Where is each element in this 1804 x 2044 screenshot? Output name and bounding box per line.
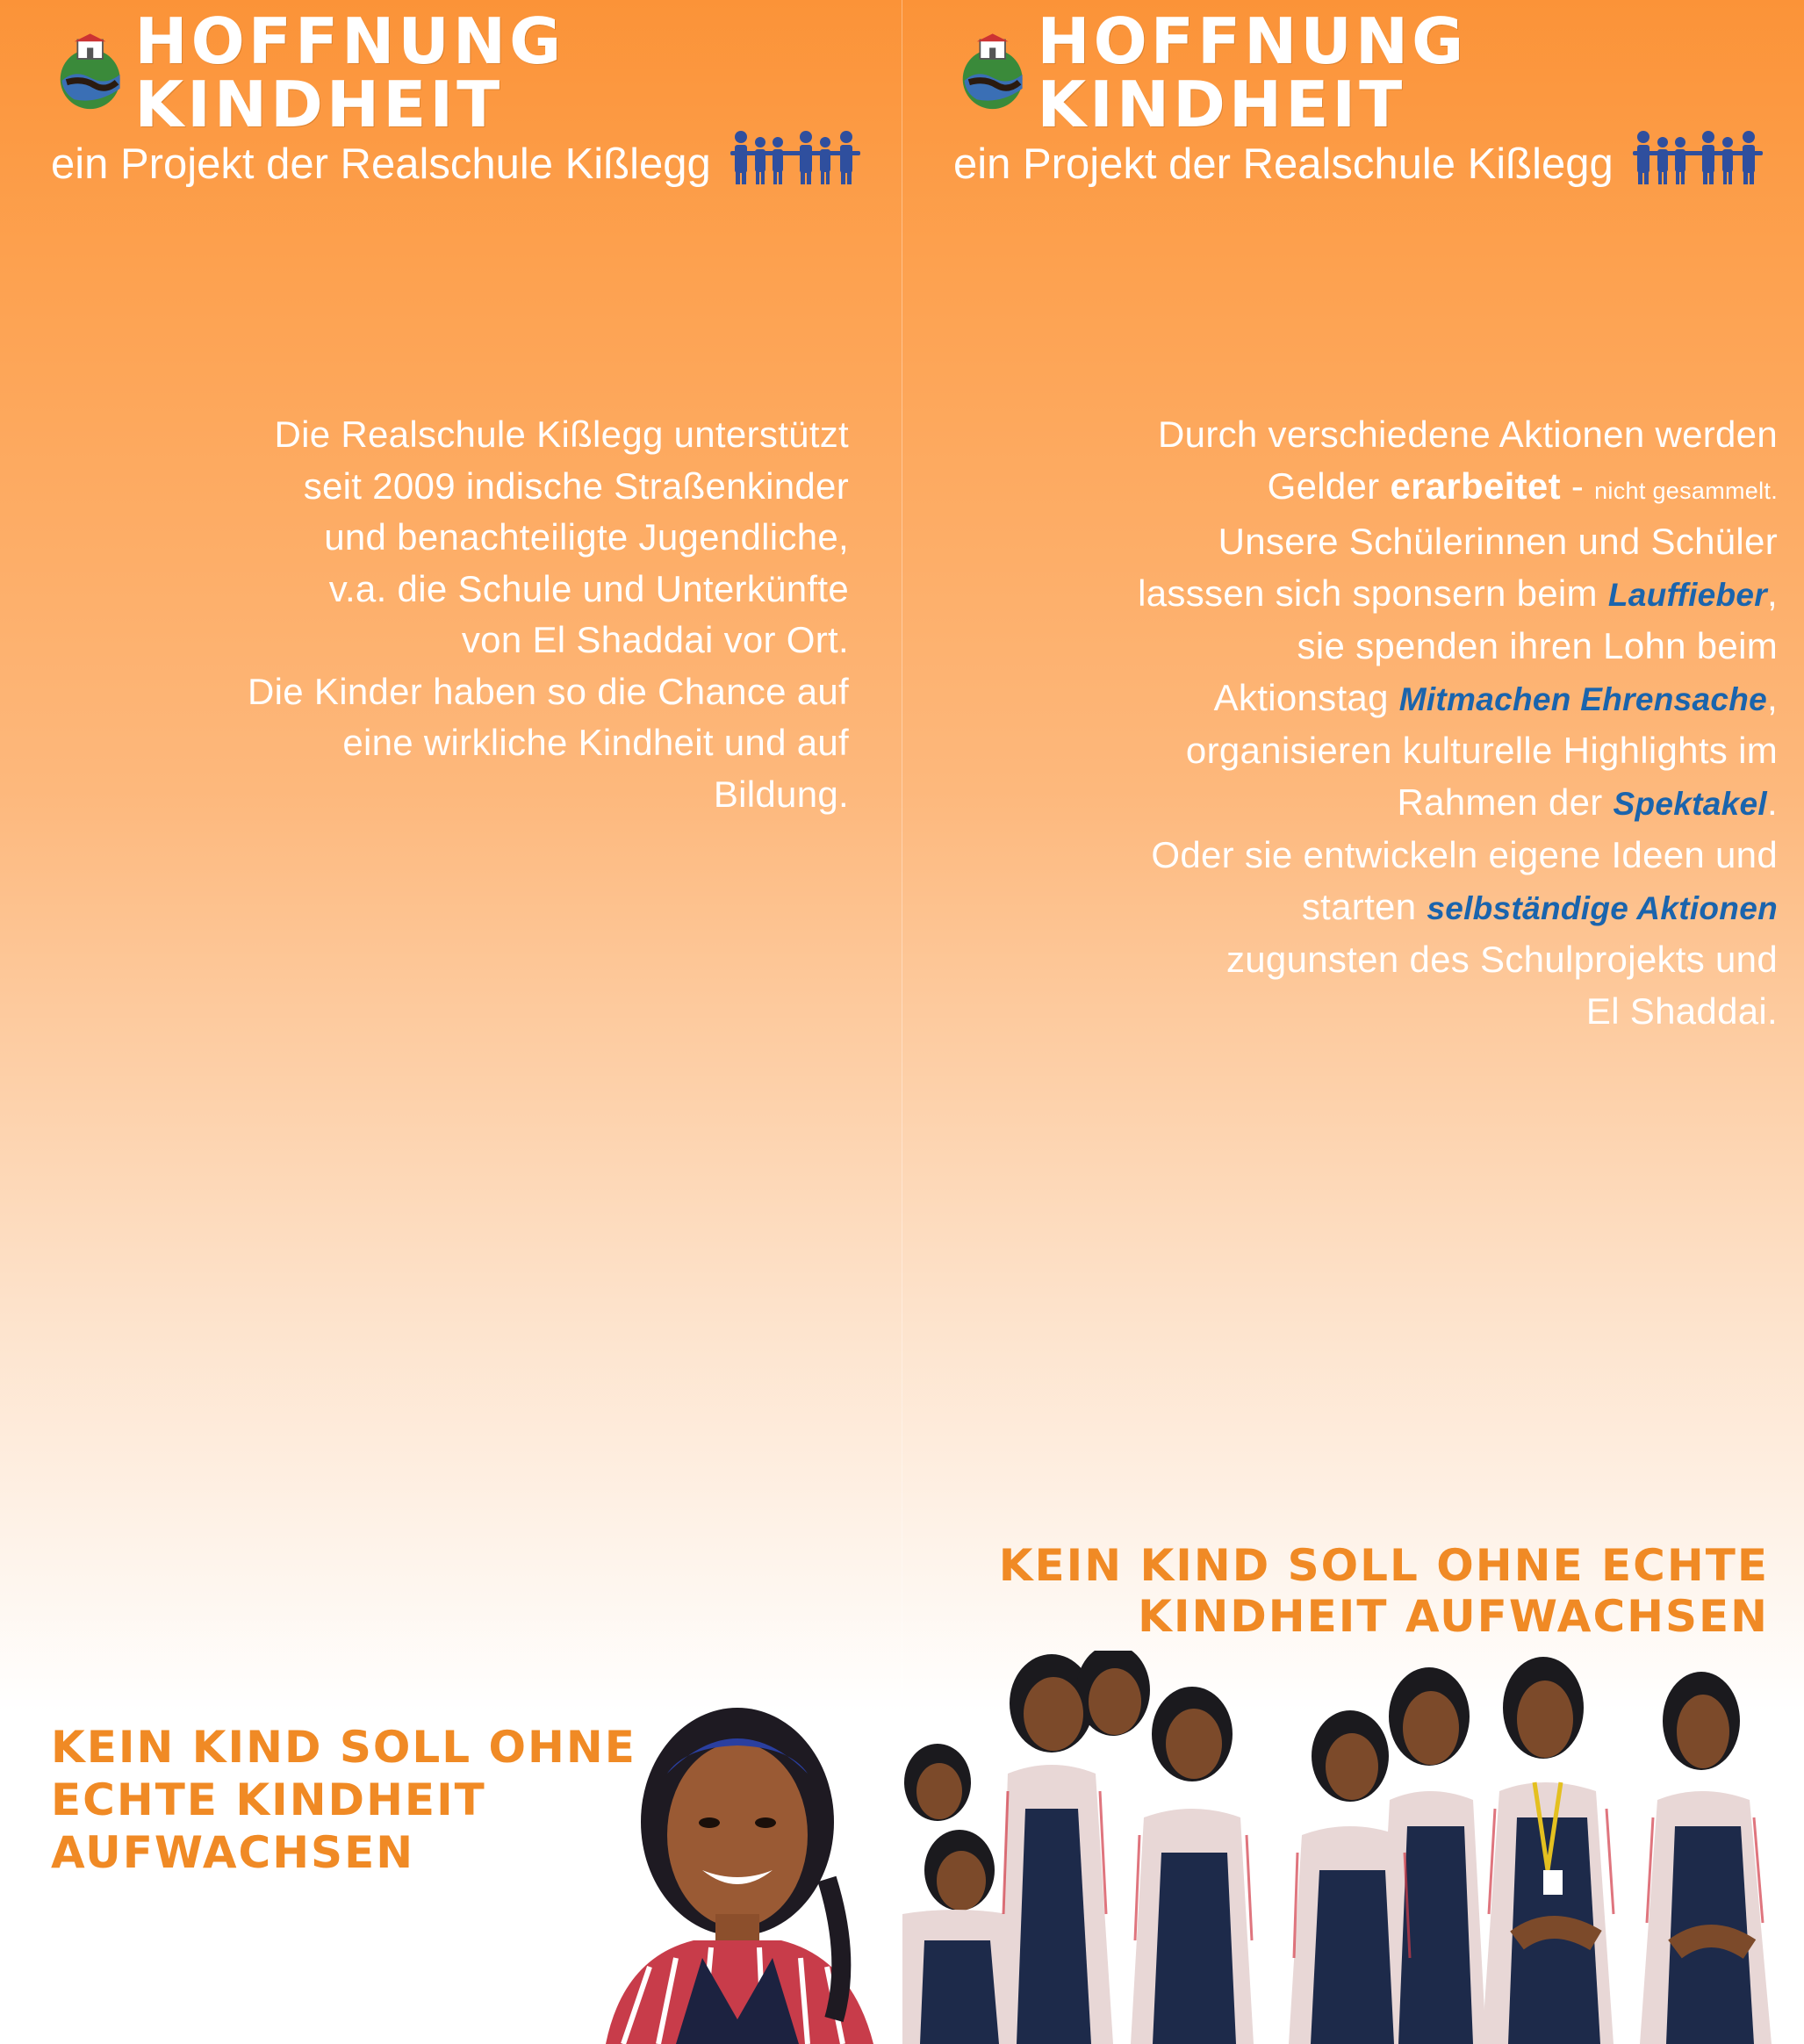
body-line (1138, 568, 1778, 622)
slogan-line: KEIN KIND SOLL OHNE ECHTE (998, 1540, 1769, 1591)
body-line: Oder sie entwickeln eigene Ideen und (1151, 834, 1778, 875)
body-line: Die Kinder haben so die Chance auf (248, 670, 849, 712)
body-line (1138, 673, 1778, 726)
text-span: Gelder (1267, 464, 1391, 507)
slogan-line: AUFWACHSEN (51, 1827, 415, 1878)
activities-paragraph (1138, 409, 1778, 1037)
people-group-icon (730, 128, 860, 186)
body-line: Die Realschule Kißlegg unterstützt (274, 414, 849, 455)
body-line: Bildung. (713, 773, 849, 815)
body-line: Unsere Schülerinnen und Schüler (1218, 521, 1778, 562)
brand-title: HOFFNUNG KINDHEIT (134, 4, 565, 141)
slogan (51, 1721, 636, 1879)
text-span: lasssen sich sponsern beim (1138, 572, 1608, 614)
right-panel (902, 0, 1804, 2044)
body-line: zugunsten des Schulprojekts und (1225, 939, 1778, 980)
hoffnung-kindheit-logo-icon (953, 31, 1031, 115)
slogan-line: KINDHEIT AUFWACHSEN (1138, 1591, 1769, 1642)
text-span: starten (1301, 885, 1427, 927)
small-text: nicht gesammelt. (1594, 477, 1778, 504)
slogan (999, 1540, 1769, 1642)
highlight-lauffieber: Lauffieber (1607, 576, 1768, 613)
body-line: El Shaddai. (1585, 990, 1778, 1032)
slogan-line: KEIN KIND SOLL OHNE (51, 1722, 636, 1773)
brand-header (953, 4, 1804, 141)
subtitle: ein Projekt der Realschule Kißlegg (953, 140, 1614, 188)
body-line: eine wirkliche Kindheit und auf (342, 722, 849, 763)
body-line: und benachteiligte Jugendliche, (324, 516, 849, 558)
subtitle: ein Projekt der Realschule Kißlegg (51, 140, 711, 188)
body-line (1138, 777, 1778, 831)
smiling-girl-photo (571, 1668, 902, 2044)
slogan-line: ECHTE KINDHEIT (51, 1774, 486, 1825)
emphasis-text: erarbeitet (1390, 464, 1561, 507)
highlight-spektakel: Spektakel (1613, 785, 1768, 822)
body-line: seit 2009 indische Straßenkinder (303, 464, 849, 507)
body-line (1138, 882, 1778, 935)
text-span: Aktionstag (1213, 676, 1399, 718)
intro-paragraph (248, 409, 849, 820)
subtitle-row (953, 128, 1763, 186)
body-line: v.a. die Schule und Unterkünfte (328, 567, 849, 609)
subtitle-row (51, 128, 860, 186)
people-group-icon (1633, 128, 1763, 186)
text-span: Rahmen der (1397, 781, 1614, 823)
highlight-selbstaendige-aktionen: selbständige Aktionen (1427, 889, 1778, 926)
text-span: , (1767, 572, 1778, 614)
body-line: sie spenden ihren Lohn beim (1297, 625, 1778, 666)
brand-title: HOFFNUNG KINDHEIT (1037, 4, 1468, 141)
body-line: Durch verschiedene Aktionen werden (1158, 414, 1778, 455)
hoffnung-kindheit-logo-icon (51, 31, 129, 115)
highlight-mitmachen-ehrensache: Mitmachen Ehrensache (1398, 680, 1768, 717)
body-line (1138, 461, 1778, 517)
brand-header (51, 4, 902, 141)
schoolgirls-group-photo (902, 1651, 1804, 2044)
body-line: von El Shaddai vor Ort. (461, 619, 849, 660)
text-span: - (1560, 464, 1595, 507)
text-span: , (1767, 676, 1778, 718)
text-span: . (1767, 781, 1778, 823)
body-line: organisieren kulturelle Highlights im (1185, 730, 1778, 771)
